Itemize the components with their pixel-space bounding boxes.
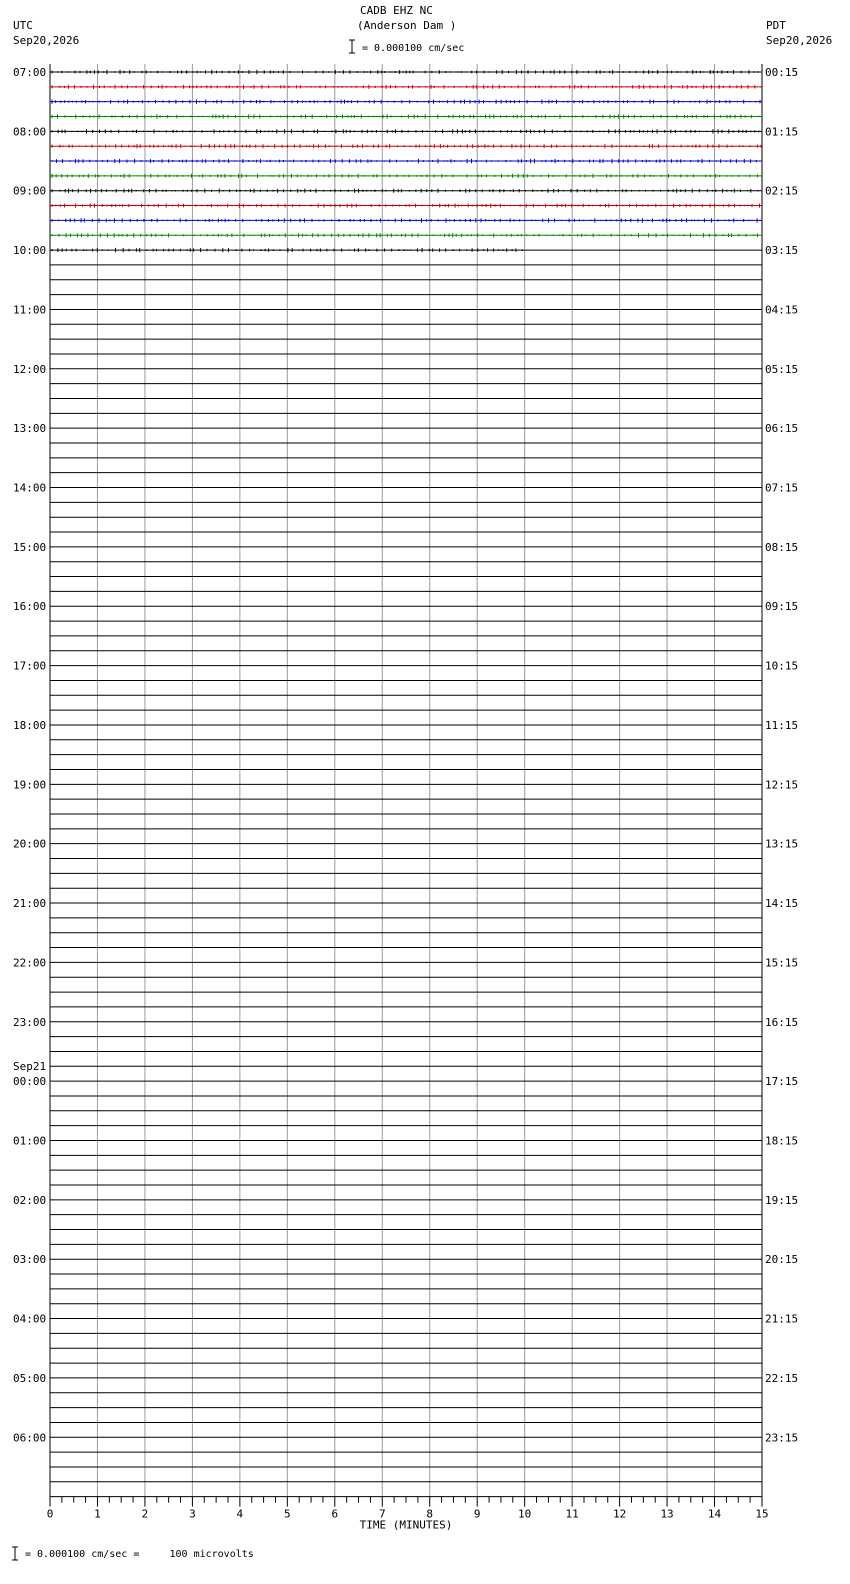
x-tick-label: 2 <box>141 1507 149 1521</box>
pdt-hour-label: 16:15 <box>765 1015 799 1029</box>
plot-grid <box>50 64 762 1497</box>
right-timezone: PDT <box>766 19 786 32</box>
utc-hour-label: 19:00 <box>13 778 47 792</box>
x-tick-label: 11 <box>565 1507 579 1521</box>
x-tick-label: 1 <box>94 1507 101 1521</box>
utc-hour-label: 07:00 <box>13 66 47 79</box>
utc-hour-label: 09:00 <box>13 184 47 198</box>
pdt-hour-label: 23:15 <box>765 1431 799 1445</box>
x-tick-label: 10 <box>518 1507 532 1521</box>
pdt-hour-label: 13:15 <box>765 837 799 851</box>
x-tick-label: 13 <box>660 1507 674 1521</box>
pdt-hour-label: 05:15 <box>765 362 799 376</box>
station-title: CADB EHZ NC <box>360 4 433 17</box>
pdt-hour-label: 01:15 <box>765 125 799 139</box>
pdt-hour-label: 04:15 <box>765 303 799 317</box>
utc-hour-label: 23:00 <box>13 1015 47 1029</box>
x-tick-label: 7 <box>378 1507 386 1521</box>
right-date: Sep20,2026 <box>766 34 833 47</box>
x-tick-label: 14 <box>707 1507 722 1521</box>
x-tick-label: 3 <box>189 1507 196 1521</box>
utc-hour-label: 06:00 <box>13 1431 47 1445</box>
utc-hour-label: 10:00 <box>13 244 47 258</box>
scale-bar-icon <box>349 40 355 53</box>
x-tick-label: 15 <box>755 1507 769 1521</box>
pdt-hour-label: 15:15 <box>765 956 799 970</box>
utc-hour-label: 00:00 <box>13 1075 47 1089</box>
x-tick-label: 6 <box>331 1507 339 1521</box>
footer-scale-note: = 0.000100 cm/sec = 100 microvolts <box>25 1549 254 1560</box>
utc-hour-label: 01:00 <box>13 1134 47 1148</box>
pdt-hour-label: 06:15 <box>765 422 799 436</box>
pdt-hour-label: 20:15 <box>765 1253 799 1267</box>
utc-hour-label: 05:00 <box>13 1371 47 1385</box>
pdt-hour-label: 07:15 <box>765 481 799 495</box>
pdt-hour-label: 17:15 <box>765 1075 799 1089</box>
utc-hour-label: 16:00 <box>13 600 47 614</box>
utc-hour-label: 08:00 <box>13 125 47 139</box>
pdt-hour-label: 11:15 <box>765 718 799 732</box>
utc-hour-label: 13:00 <box>13 422 47 436</box>
utc-date-change-label: Sep21 <box>13 1060 47 1074</box>
utc-hour-label: 12:00 <box>13 362 47 376</box>
pdt-hour-label: 08:15 <box>765 540 799 554</box>
pdt-hour-label: 19:15 <box>765 1193 799 1207</box>
pdt-hour-label: 12:15 <box>765 778 799 792</box>
utc-hour-label: 18:00 <box>13 718 47 732</box>
left-date: Sep20,2026 <box>13 34 80 47</box>
utc-hour-label: 02:00 <box>13 1193 47 1207</box>
pdt-hour-label: 22:15 <box>765 1371 799 1385</box>
pdt-hour-label: 21:15 <box>765 1312 799 1326</box>
utc-hour-label: 20:00 <box>13 837 47 851</box>
pdt-hour-label: 03:15 <box>765 244 799 258</box>
utc-hour-label: 17:00 <box>13 659 47 673</box>
utc-hour-label: 14:00 <box>13 481 47 495</box>
pdt-hour-label: 14:15 <box>765 897 799 911</box>
utc-hour-label: 11:00 <box>13 303 47 317</box>
x-tick-label: 12 <box>612 1507 627 1521</box>
utc-hour-label: 03:00 <box>13 1253 47 1267</box>
pdt-hour-label: 00:15 <box>765 66 799 79</box>
x-tick-label: 8 <box>426 1507 434 1521</box>
left-timezone: UTC <box>13 19 33 32</box>
pdt-hour-label: 09:15 <box>765 600 799 614</box>
pdt-hour-label: 18:15 <box>765 1134 799 1148</box>
utc-hour-label: 15:00 <box>13 540 47 554</box>
x-tick-label: 5 <box>284 1507 291 1521</box>
pdt-hour-label: 10:15 <box>765 659 799 673</box>
x-tick-label: 4 <box>236 1507 244 1521</box>
utc-hour-label: 21:00 <box>13 897 47 911</box>
utc-hour-label: 22:00 <box>13 956 47 970</box>
x-axis-title: TIME (MINUTES) <box>359 1518 453 1532</box>
station-location: (Anderson Dam ) <box>357 19 457 32</box>
x-tick-label: 0 <box>46 1507 54 1521</box>
footer-scale-bar-icon <box>12 1547 18 1560</box>
scale-label: = 0.000100 cm/sec <box>362 43 465 54</box>
pdt-hour-label: 02:15 <box>765 184 799 198</box>
utc-hour-label: 04:00 <box>13 1312 47 1326</box>
x-tick-label: 9 <box>473 1507 481 1521</box>
